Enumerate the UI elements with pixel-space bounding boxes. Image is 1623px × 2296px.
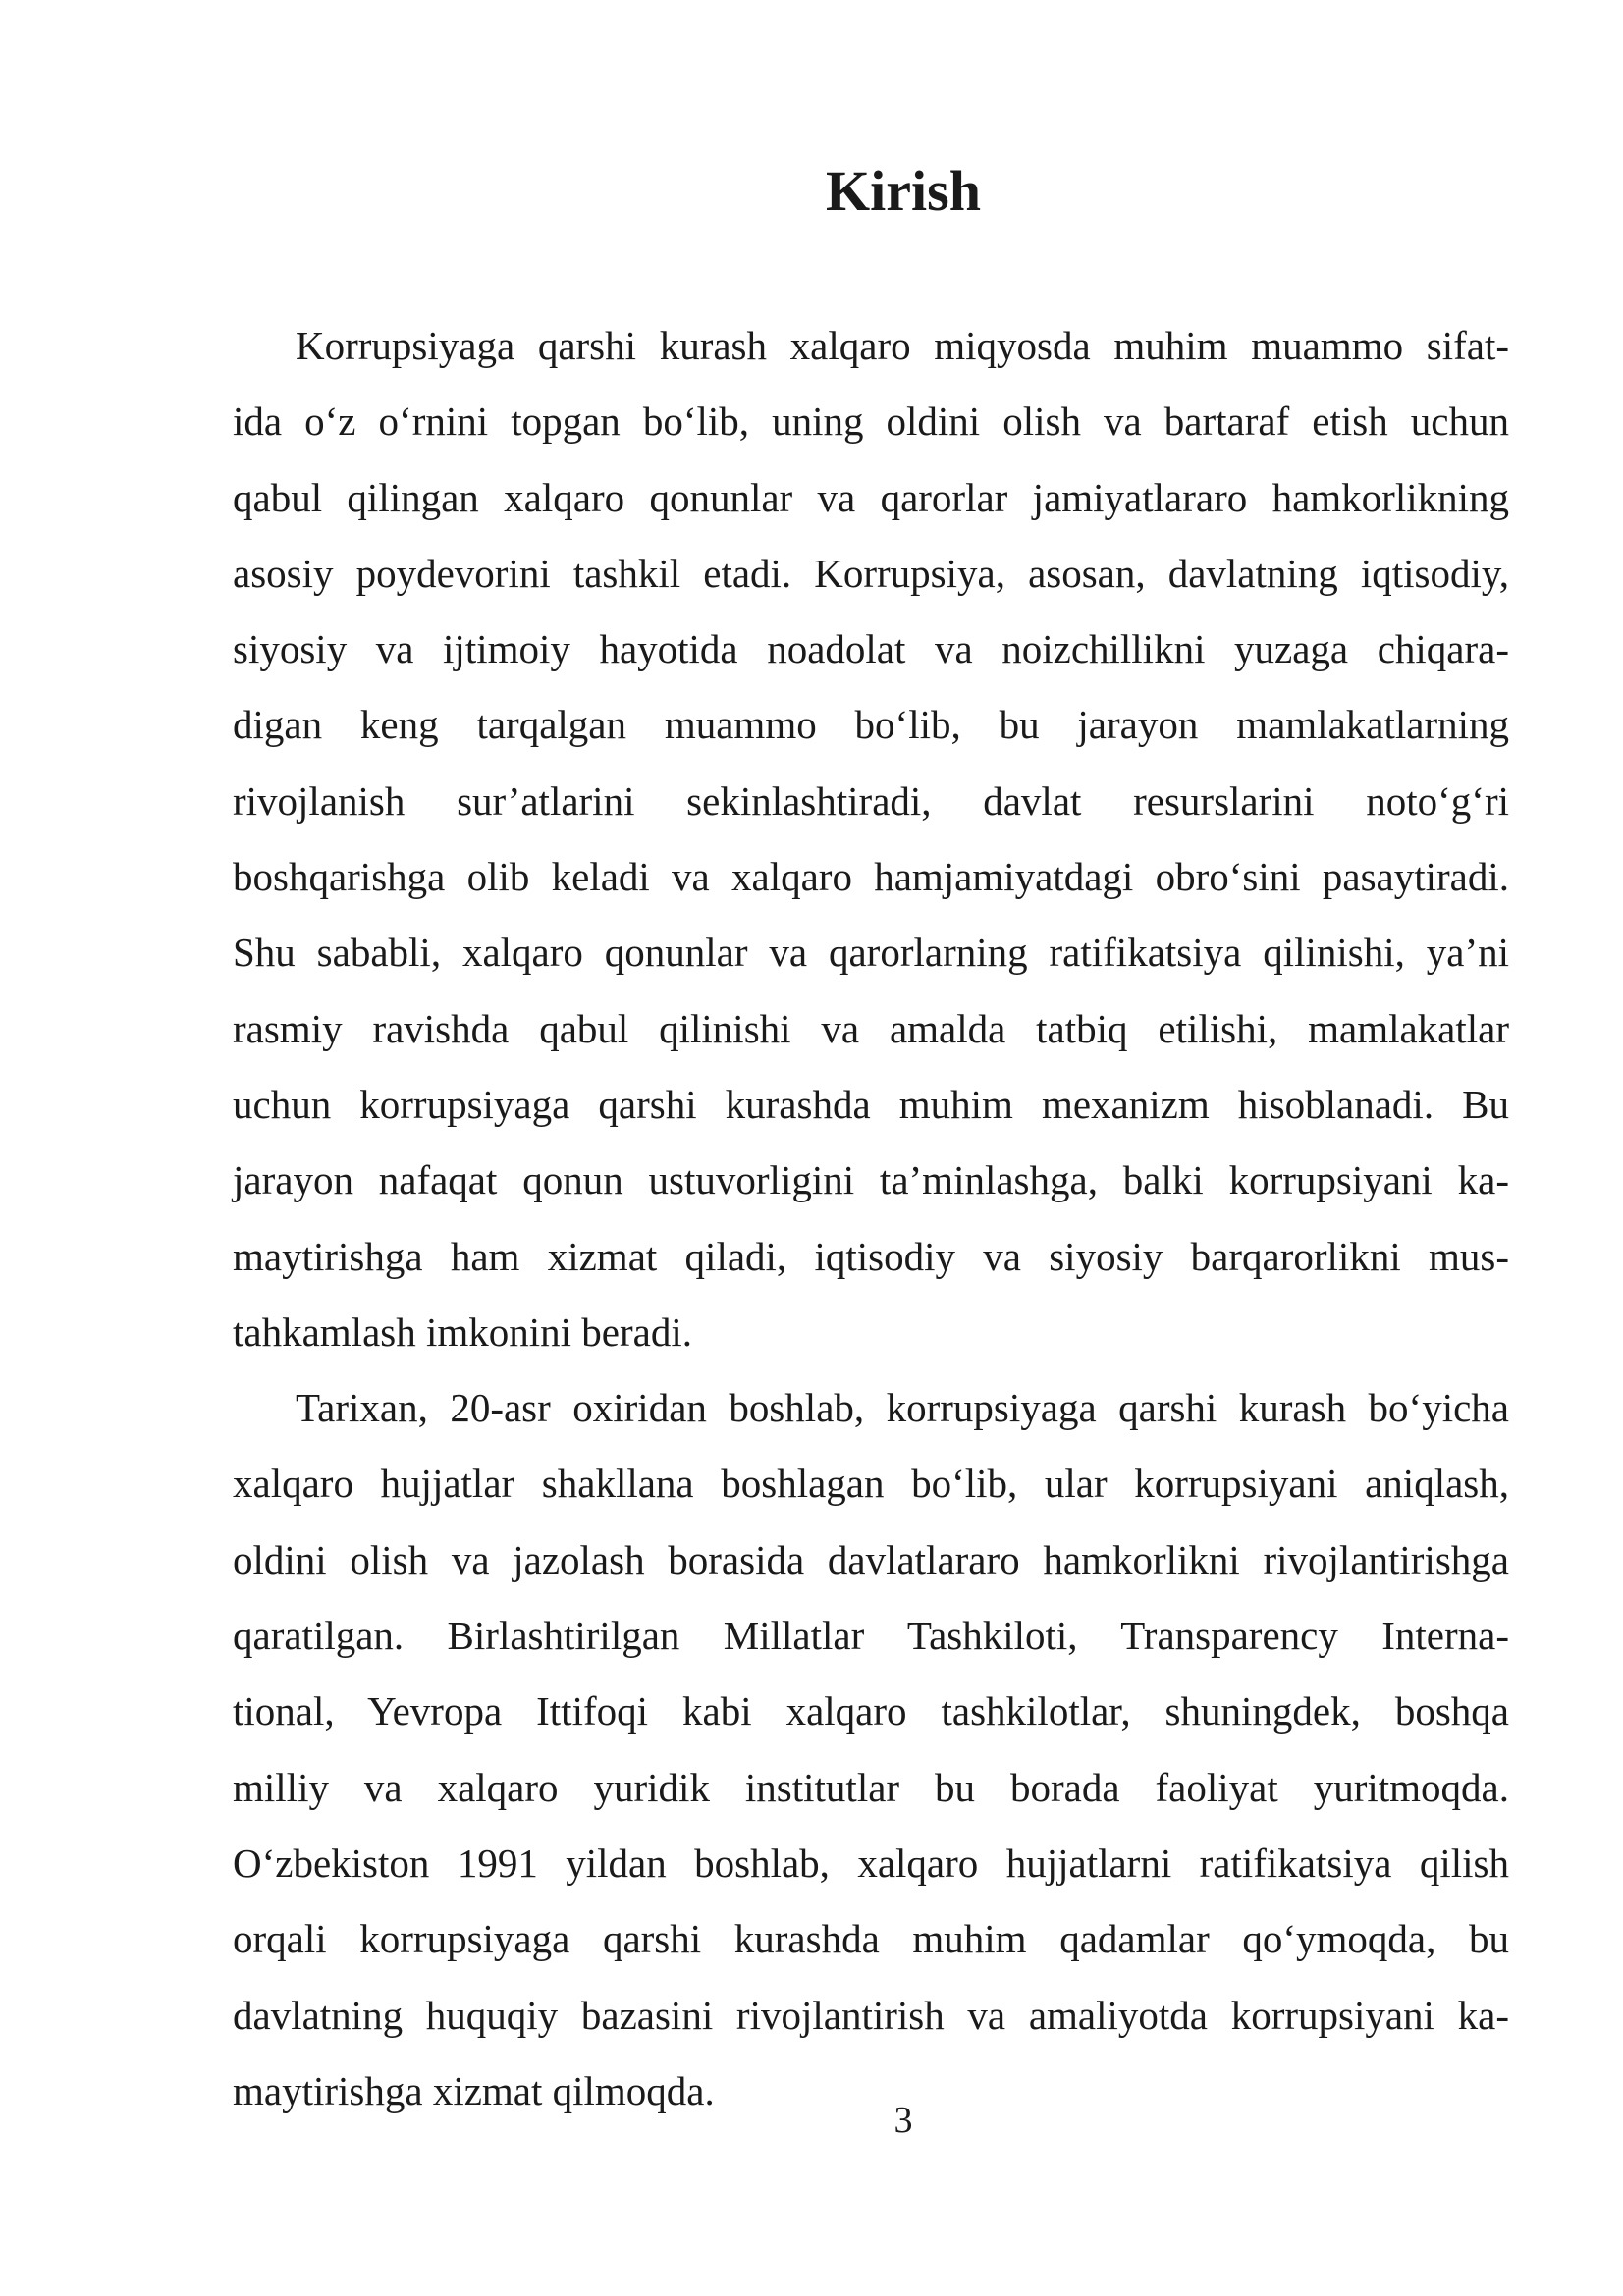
text-line: tahkamlash imkonini beradi.	[233, 1308, 692, 1355]
text-line: qaratilgan. Birlashtirilgan Millatlar Tashkiloti, Transparency Interna-	[233, 1613, 1509, 1659]
text-line: boshqarishga olib keladi va xalqaro hamjamiyatdagi obro‘sini pasaytiradi.	[233, 854, 1509, 900]
text-line: qabul qilingan xalqaro qonunlar va qarorlar jamiyatlararo hamkorlikning	[233, 474, 1509, 520]
paragraph-2	[233, 1370, 1509, 2129]
text-line: Shu sababli, xalqaro qonunlar va qarorlarning ratifikatsiya qilinishi, ya’ni	[233, 930, 1509, 976]
text-line: uchun korrupsiyaga qarshi kurashda muhim mexanizm hisoblanadi. Bu	[233, 1081, 1509, 1127]
page-title: Kirish	[826, 159, 981, 223]
body-text	[233, 308, 1509, 2129]
text-line: oldini olish va jazolash borasida davlatlararo hamkorlikni rivojlantirishga	[233, 1536, 1509, 1582]
text-line: O‘zbekiston 1991 yildan boshlab, xalqaro hujjatlarni ratifikatsiya qilish	[233, 1840, 1509, 1886]
text-line: asosiy poydevorini tashkil etadi. Korrupsiya, asosan, davlatning iqtisodiy,	[233, 550, 1509, 596]
text-line: xalqaro hujjatlar shakllana boshlagan bo‘lib, ular korrupsiyani aniqlash,	[233, 1461, 1509, 1507]
text-line: Tarixan, 20-asr oxiridan boshlab, korrupsiyaga qarshi kurash bo‘yicha	[296, 1385, 1509, 1431]
text-line: tional, Yevropa Ittifoqi kabi xalqaro tashkilotlar, shuningdek, boshqa	[233, 1688, 1509, 1735]
text-line: maytirishga xizmat qilmoqda.	[233, 2067, 715, 2113]
text-line: jarayon nafaqat qonun ustuvorligini ta’minlashga, balki korrupsiyani ka-	[233, 1157, 1509, 1203]
paragraph-1	[233, 308, 1509, 1370]
text-line: ida o‘z o‘rnini topgan bo‘lib, uning oldini olish va bartaraf etish uchun	[233, 399, 1509, 445]
text-line: rasmiy ravishda qabul qilinishi va amalda tatbiq etilishi, mamlakatlar	[233, 1005, 1509, 1051]
text-line: davlatning huquqiy bazasini rivojlantirish va amaliyotda korrupsiyani ka-	[233, 1992, 1509, 2038]
text-line: milliy va xalqaro yuridik institutlar bu borada faoliyat yuritmoqda.	[233, 1764, 1509, 1810]
text-line: siyosiy va ijtimoiy hayotida noadolat va noizchillikni yuzaga chiqara-	[233, 626, 1509, 672]
page-number: 3	[893, 2100, 913, 2141]
text-line: Korrupsiyaga qarshi kurash xalqaro miqyosda muhim muammo sifat-	[296, 323, 1509, 368]
text-line: rivojlanish sur’atlarini sekinlashtiradi, davlat resurslarini noto‘g‘ri	[233, 777, 1509, 824]
text-line: orqali korrupsiyaga qarshi kurashda muhim qadamlar qo‘ymoqda, bu	[233, 1916, 1509, 1962]
text-line: digan keng tarqalgan muammo bo‘lib, bu jarayon mamlakatlarning	[233, 702, 1509, 748]
text-line: maytirishga ham xizmat qiladi, iqtisodiy va siyosiy barqarorlikni mus-	[233, 1233, 1509, 1279]
